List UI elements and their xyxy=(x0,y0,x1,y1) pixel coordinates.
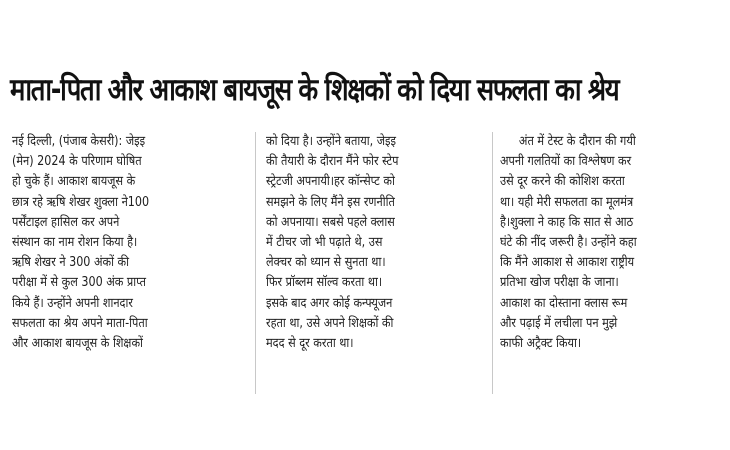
column-2-line: की तैयारी के दौरान मैंने फोर स्टेप xyxy=(266,154,399,170)
column-1-line: ऋषि शेखर ने 300 अंकों की xyxy=(12,255,130,271)
column-3-line: कि मैंने आकाश से आकाश राष्ट्रीय xyxy=(500,255,635,271)
column-3-line: उसे दूर करने की कोशिश करता xyxy=(500,174,625,190)
column-2-line: इसके बाद अगर कोई कन्फ्यूजन xyxy=(266,295,393,311)
article-column-3 xyxy=(500,132,716,354)
column-2-line: समझने के लिए मैंने इस रणनीति xyxy=(266,194,395,210)
column-2-line: को अपनाया। सबसे पहले क्लास xyxy=(266,214,395,230)
column-1-line: संस्थान का नाम रोशन किया है। xyxy=(12,235,138,251)
column-1-line: नई दिल्ली, (पंजाब केसरी): जेइइ xyxy=(12,134,146,149)
column-1-line: पर्सेंटाइल हासिल कर अपने xyxy=(12,214,120,230)
column-2-line: स्ट्रेटजी अपनायी।हर कॉन्सेप्ट को xyxy=(266,174,395,190)
column-2-line: फिर प्रॉब्लम सॉल्व करता था। xyxy=(266,275,383,291)
column-2-line: को दिया है। उन्होंने बताया, जेइइ xyxy=(266,134,397,149)
column-2-line: में टीचर जो भी पढ़ाते थे, उस xyxy=(266,235,383,251)
column-2-line: लेक्चर को ध्यान से सुनता था। xyxy=(266,255,386,271)
column-1-line: किये हैं। उन्होंने अपनी शानदार xyxy=(12,295,133,311)
column-3-line: अंत में टेस्ट के दौरान की गयी xyxy=(518,134,636,149)
column-3-line: अपनी गलतियों का विश्लेषण कर xyxy=(500,154,632,170)
column-1-line: परीक्षा में से कुल 300 अंक प्राप्त xyxy=(12,275,147,291)
column-3-line: काफी अट्रैक्ट किया। xyxy=(500,336,582,352)
column-1-line: छात्र रहे ऋषि शेखर शुक्ला ने100 xyxy=(12,194,150,210)
column-2-line: रहता था, उसे अपने शिक्षकों की xyxy=(266,315,394,331)
column-1-line: (मेन) 2024 के परिणाम घोषित xyxy=(12,154,142,170)
column-1-line: और आकाश बायजूस के शिक्षकों xyxy=(12,336,143,352)
column-2-line: मदद से दूर करता था। xyxy=(266,336,354,352)
column-3-line: आकाश का दोस्ताना क्लास रूम xyxy=(500,295,628,311)
column-divider xyxy=(492,132,493,394)
article-column-1 xyxy=(12,132,244,354)
column-1-line: सफलता का श्रेय अपने माता-पिता xyxy=(12,315,148,331)
column-divider xyxy=(255,132,256,394)
article-headline: माता-पिता और आकाश बायजूस के शिक्षकों को दिया सफलता का श्रेय xyxy=(10,72,619,108)
column-3-line: प्रतिभा खोज परीक्षा के जाना। xyxy=(500,275,619,291)
column-3-line: है।शुक्ला ने काह कि सात से आठ xyxy=(500,214,634,230)
column-1-line: हो चुके हैं। आकाश बायजूस के xyxy=(12,174,136,190)
article-column-2 xyxy=(266,132,484,354)
column-3-line: था। यही मेरी सफलता का मूलमंत्र xyxy=(500,194,634,210)
column-3-line: और पढ़ाई में लचीला पन मुझे xyxy=(500,315,618,331)
column-3-line: घंटे की नींद जरूरी है। उन्होंने कहा xyxy=(500,235,637,251)
